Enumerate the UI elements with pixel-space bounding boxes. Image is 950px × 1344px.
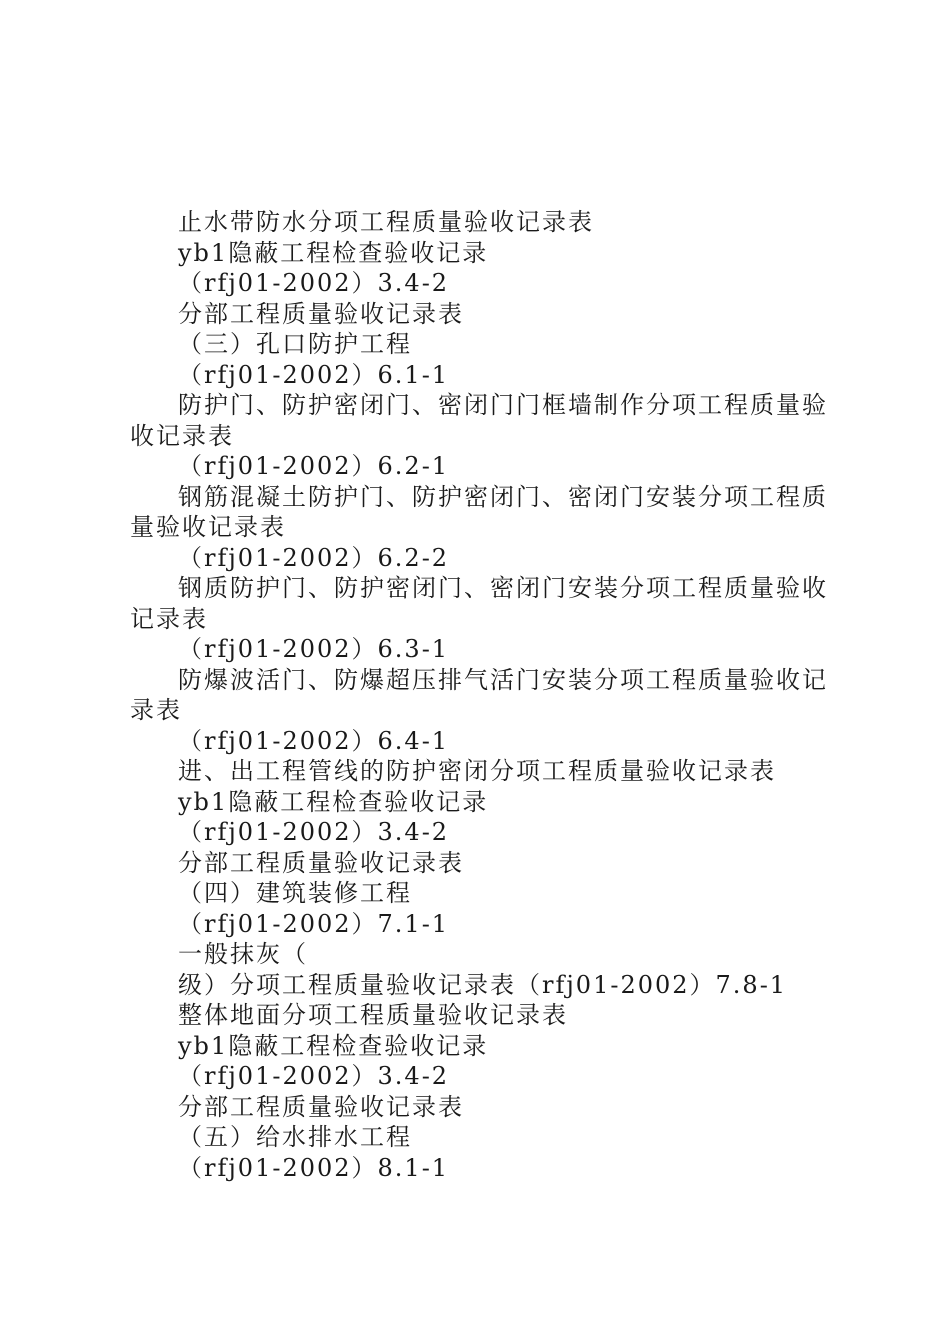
section-heading: （四）建筑装修工程 bbox=[178, 879, 412, 907]
text-line: 分部工程质量验收记录表 bbox=[178, 299, 464, 328]
text-line: （rfj01-2002）6.3-1 bbox=[178, 635, 450, 663]
document-body bbox=[130, 207, 835, 1183]
text-line: （rfj01-2002）8.1-1 bbox=[178, 1153, 450, 1182]
text-line: 整体地面分项工程质量验收记录表 bbox=[178, 1001, 568, 1029]
section-heading: （五）给水排水工程 bbox=[178, 1123, 412, 1151]
text-line: （rfj01-2002）3.4-2 bbox=[178, 269, 450, 297]
text-line: 分部工程质量验收记录表 bbox=[178, 1092, 464, 1121]
text-line-continuation: 录表 bbox=[130, 696, 182, 724]
text-line: 钢质防护门、防护密闭门、密闭门安装分项工程质量验收 bbox=[178, 574, 828, 602]
text-line: （rfj01-2002）6.2-2 bbox=[178, 543, 450, 572]
text-line: 分部工程质量验收记录表 bbox=[178, 848, 464, 877]
text-line: （rfj01-2002）7.1-1 bbox=[178, 909, 450, 938]
text-line: 钢筋混凝土防护门、防护密闭门、密闭门安装分项工程质 bbox=[178, 482, 828, 511]
text-line: 一般抹灰（ bbox=[178, 940, 308, 968]
text-line: 防护门、防护密闭门、密闭门门框墙制作分项工程质量验 bbox=[178, 391, 828, 419]
text-line-continuation: 收记录表 bbox=[130, 421, 234, 450]
text-line: yb1隐蔽工程检查验收记录 bbox=[178, 787, 489, 816]
text-line-continuation: 记录表 bbox=[130, 604, 208, 633]
text-line: （rfj01-2002）3.4-2 bbox=[178, 1062, 450, 1090]
text-line: 防爆波活门、防爆超压排气活门安装分项工程质量验收记 bbox=[178, 665, 828, 694]
text-line: （rfj01-2002）6.2-1 bbox=[178, 452, 450, 480]
text-line: （rfj01-2002）3.4-2 bbox=[178, 818, 450, 846]
text-line: （rfj01-2002）6.4-1 bbox=[178, 726, 450, 755]
text-line: 级）分项工程质量验收记录表（rfj01-2002）7.8-1 bbox=[178, 970, 788, 999]
text-line: 进、出工程管线的防护密闭分项工程质量验收记录表 bbox=[178, 757, 776, 785]
text-line: yb1隐蔽工程检查验收记录 bbox=[178, 238, 489, 267]
text-line: （rfj01-2002）6.1-1 bbox=[178, 360, 450, 389]
text-line: 止水带防水分项工程质量验收记录表 bbox=[178, 208, 594, 236]
section-heading: （三）孔口防护工程 bbox=[178, 330, 412, 358]
text-line-continuation: 量验收记录表 bbox=[130, 513, 286, 541]
text-line: yb1隐蔽工程检查验收记录 bbox=[178, 1031, 489, 1060]
